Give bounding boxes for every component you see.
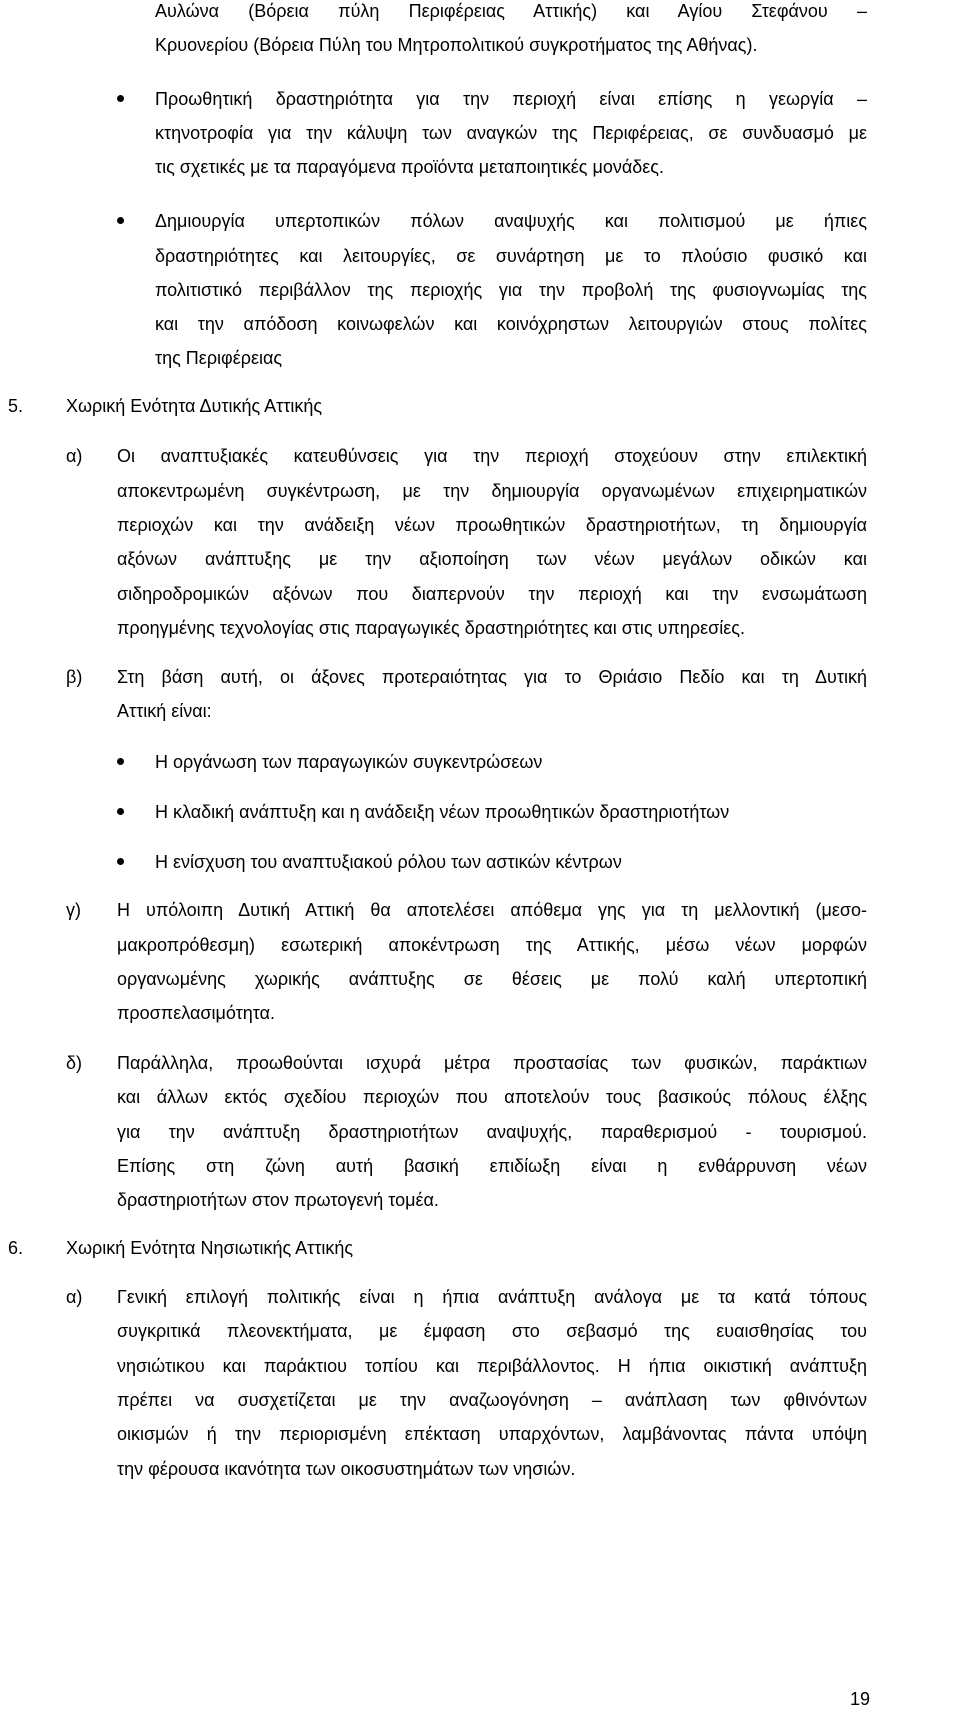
bullet-1-line-3: τις σχετικές με τα παραγόμενα προϊόντα μεταποιητικές μονάδες.: [155, 157, 664, 177]
bullet-1-line-2: κτηνοτροφία για την κάλυψη των αναγκών της Περιφέρειας, σε συνδυασμό με: [155, 123, 867, 143]
section-5-item-a-label: α): [66, 446, 83, 466]
section-5-item-b-bullet-1: Η οργάνωση των παραγωγικών συγκεντρώσεων: [155, 752, 543, 772]
bullet-dot-b-1: [117, 758, 124, 765]
section-5-item-d-line-5: δραστηριοτήτων στον πρωτογενή τομέα.: [117, 1190, 439, 1210]
section-5-item-a-line-4: αξόνων ανάπτυξης με την αξιοποίηση των νέων μεγάλων οδικών και: [117, 549, 867, 569]
section-5-item-c-line-4: προσπελασιμότητα.: [117, 1003, 275, 1023]
section-6-item-a-line-2: συγκριτικά πλεονεκτήματα, με έμφαση στο σεβασμό της ευαισθησίας του: [117, 1321, 867, 1341]
section-6-item-a-line-3: νησιώτικου και παράκτιου τοπίου και περιβάλλοντος. Η ήπια οικιστική ανάπτυξη: [117, 1356, 867, 1376]
section-5-item-a-line-5: σιδηροδρομικών αξόνων που διαπερνούν την περιοχή και την ενσωμάτωση: [117, 584, 867, 604]
bullet-2-line-4: και την απόδοση κοινωφελών και κοινόχρηστων λειτουργιών στους πολίτες: [155, 314, 867, 334]
bullet-dot-b-3: [117, 858, 124, 865]
section-5-item-b-bullet-3: Η ενίσχυση του αναπτυξιακού ρόλου των αστικών κέντρων: [155, 852, 622, 872]
section-5-item-d-line-1: Παράλληλα, προωθούνται ισχυρά μέτρα προστασίας των φυσικών, παράκτιων: [117, 1053, 867, 1073]
section-5-item-d-line-2: και άλλων εκτός σχεδίου περιοχών που αποτελούν τους βασικούς πόλους έλξης: [117, 1087, 867, 1107]
section-6-item-a-line-5: οικισμών ή την περιορισμένη επέκταση υπαρχόντων, λαμβάνοντας πάντα υπόψη: [117, 1424, 867, 1444]
section-5-item-a-line-3: περιοχών και την ανάδειξη νέων προωθητικών δραστηριοτήτων, τη δημιουργία: [117, 515, 867, 535]
section-5-item-d-line-3: για την ανάπτυξη δραστηριοτήτων αναψυχής, παραθερισμού - τουρισμού.: [117, 1122, 867, 1142]
bullet-dot-b-2: [117, 808, 124, 815]
section-5-item-a-line-2: αποκεντρωμένη συγκέντρωση, με την δημιουργία οργανωμένων επιχειρηματικών: [117, 481, 867, 501]
section-5-item-c-line-3: οργανωμένης χωρικής ανάπτυξης σε θέσεις με πολύ καλή υπερτοπική: [117, 969, 867, 989]
section-5-item-a-line-6: προηγμένης τεχνολογίας στις παραγωγικές δραστηριότητες και στις υπηρεσίες.: [117, 618, 745, 638]
section-5-item-c-line-2: μακροπρόθεσμη) εσωτερική αποκέντρωση της Αττικής, μέσω νέων μορφών: [117, 935, 867, 955]
page-number: 19: [849, 1689, 870, 1709]
section-5-number: 5.: [8, 396, 24, 416]
section-5-item-d-label: δ): [66, 1053, 83, 1073]
section-5-item-c-label: γ): [66, 900, 81, 920]
section-5-item-b-line-1: Στη βάση αυτή, οι άξονες προτεραιότητας για το Θριάσιο Πεδίο και τη Δυτική: [117, 667, 867, 687]
bullet-2-line-2: δραστηριότητες και λειτουργίες, σε συνάρτηση με το πλούσιο φυσικό και: [155, 246, 867, 266]
section-6-number: 6.: [8, 1238, 24, 1258]
section-6-item-a-line-6: την φέρουσα ικανότητα των οικοσυστημάτων των νησιών.: [117, 1459, 576, 1479]
bullet-2-line-3: πολιτιστικό περιβάλλον της περιοχής για την προβολή της φυσιογνωμίας της: [155, 280, 867, 300]
section-6-title: Χωρική Ενότητα Νησιωτικής Αττικής: [66, 1238, 354, 1258]
section-5-item-b-bullet-2: Η κλαδική ανάπτυξη και η ανάδειξη νέων προωθητικών δραστηριοτήτων: [155, 802, 730, 822]
section-6-item-a-label: α): [66, 1287, 83, 1307]
bullet-2-line-1: Δημιουργία υπερτοπικών πόλων αναψυχής και πολιτισμού με ήπιες: [155, 211, 867, 231]
section-6-item-a-line-4: πρέπει να συσχετίζεται με την αναζωογόνηση – ανάπλαση των φθινόντων: [117, 1390, 867, 1410]
section-5-item-d-line-4: Επίσης στη ζώνη αυτή βασική επιδίωξη είναι η ενθάρρυνση νέων: [117, 1156, 867, 1176]
bullet-2-line-5: της Περιφέρειας: [155, 348, 283, 368]
bullet-dot-1: [117, 95, 124, 102]
intro-line-2: Κρυονερίου (Βόρεια Πύλη του Μητροπολιτικού συγκροτήματος της Αθήνας).: [155, 35, 758, 55]
section-6-item-a-line-1: Γενική επιλογή πολιτικής είναι η ήπια ανάπτυξη ανάλογα με τα κατά τόπους: [117, 1287, 867, 1307]
section-5-item-b-line-2: Αττική είναι:: [117, 701, 212, 721]
section-5-title: Χωρική Ενότητα Δυτικής Αττικής: [66, 396, 323, 416]
intro-line-1: Αυλώνα (Βόρεια πύλη Περιφέρειας Αττικής) και Αγίου Στεφάνου –: [155, 1, 867, 21]
section-5-item-b-label: β): [66, 667, 83, 687]
bullet-dot-2: [117, 217, 124, 224]
section-5-item-a-line-1: Οι αναπτυξιακές κατευθύνσεις για την περιοχή στοχεύουν στην επιλεκτική: [117, 446, 867, 466]
section-5-item-c-line-1: Η υπόλοιπη Δυτική Αττική θα αποτελέσει απόθεμα γης για τη μελλοντική (μεσο-: [117, 900, 867, 920]
bullet-1-line-1: Προωθητική δραστηριότητα για την περιοχή είναι επίσης η γεωργία –: [155, 89, 867, 109]
